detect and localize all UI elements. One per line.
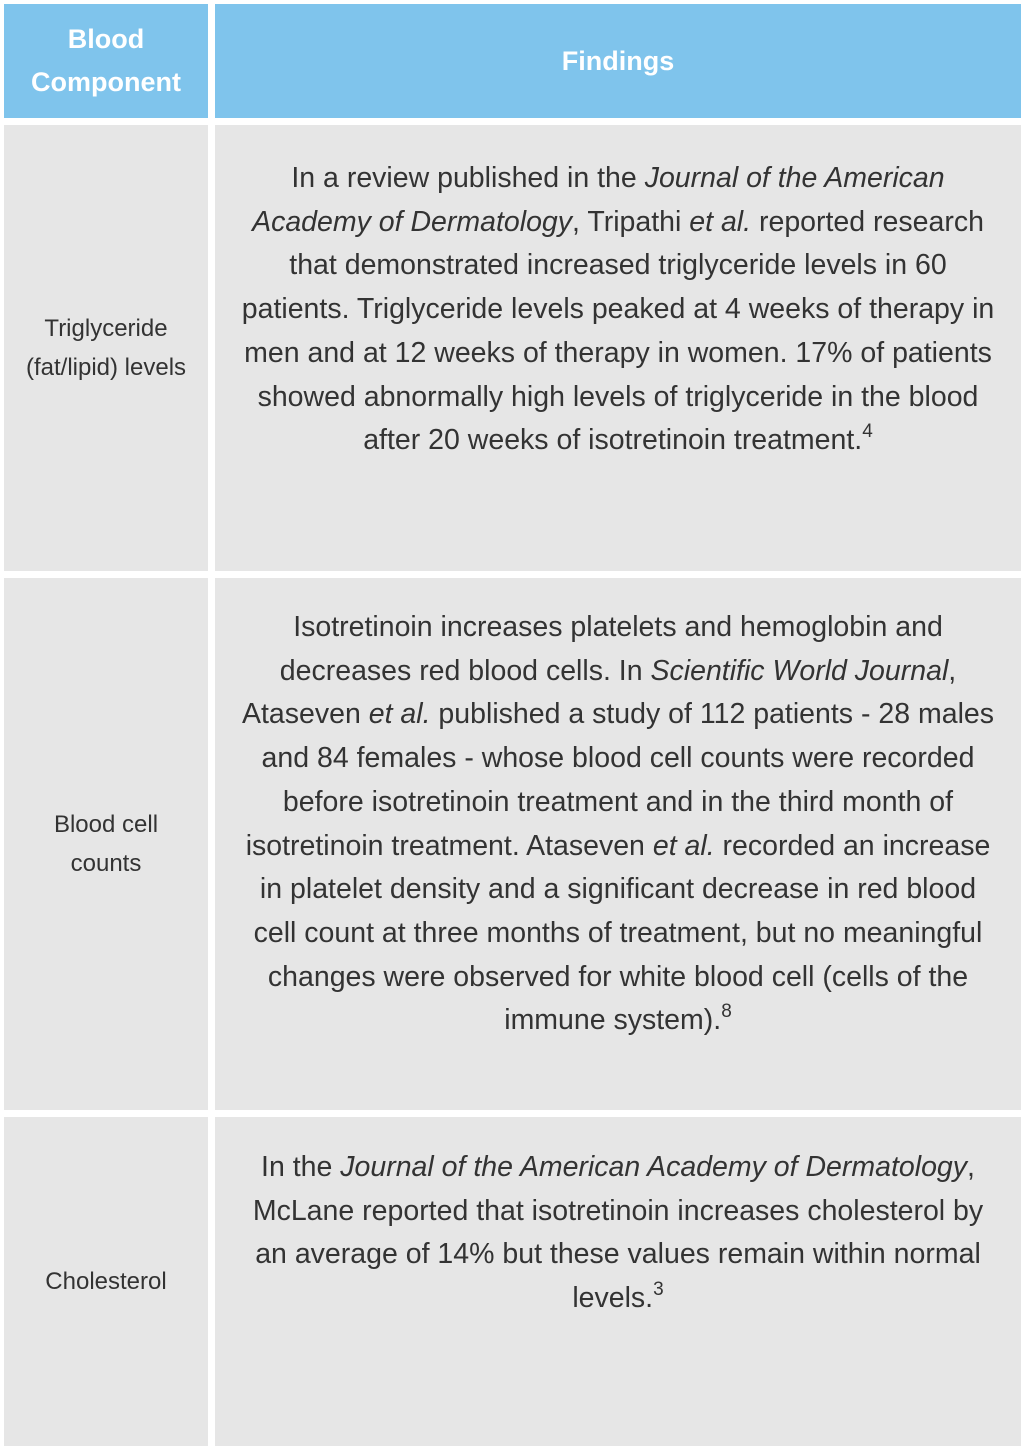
finding-text: recorded an increase in platelet density and a significant decrease in red blood cell count at three months of treatment, but no meaningful changes were observed for white blood cell (cells of the immune system). [253,829,991,1037]
component-cell: Triglyceride (fat/lipid) levels [4,125,208,571]
finding-cell [215,125,1021,571]
finding-text: Isotretinoin increases platelets and hemoglobin and decreases red blood cells. In [279,611,943,687]
header-findings: Findings [215,4,1021,118]
reference-number: 3 [653,1278,664,1300]
journal-name: Journal of the American Academy of Dermatology [340,1151,968,1183]
finding-text: , Tripathi [572,205,690,238]
finding-text: reported research that demonstrated increased triglyceride levels in 60 patients. Triglyceride levels peaked at 4 weeks of therapy in men and at 12 weeks of therapy in women. 17% of patients showed abnormally high levels of triglyceride in the blood after 20 weeks of isotretinoin treatment. [241,205,995,457]
table-row [4,578,1021,1110]
component-cell: Cholesterol [4,1117,208,1446]
journal-name: Journal of the American Academy of Dermatology [252,162,945,238]
reference-number: 4 [862,420,873,442]
journal-name: Scientific World Journal [650,654,949,687]
header-blood-component: Blood Component [4,4,208,118]
reference-number: 8 [721,1000,732,1022]
finding-text: published a study of 112 patients - 28 males and 84 females - whose blood cell counts were recorded before isotretinoin treatment and in the third month of isotretinoin treatment. Ataseven [245,698,995,862]
finding-cell [215,578,1021,1110]
table-row [4,125,1021,571]
finding-text: In a review published in the [291,162,645,194]
et-al: et al. [368,698,431,731]
et-al: et al. [689,205,752,238]
finding-text: In the [261,1151,341,1183]
header-row [4,4,1021,118]
finding-text: , McLane reported that isotretinoin increases cholesterol by an average of 14% but these values remain within normal levels. [252,1151,984,1315]
finding-text: , Ataseven [241,654,957,731]
component-cell: Blood cell counts [4,578,208,1110]
et-al: et al. [652,829,715,862]
